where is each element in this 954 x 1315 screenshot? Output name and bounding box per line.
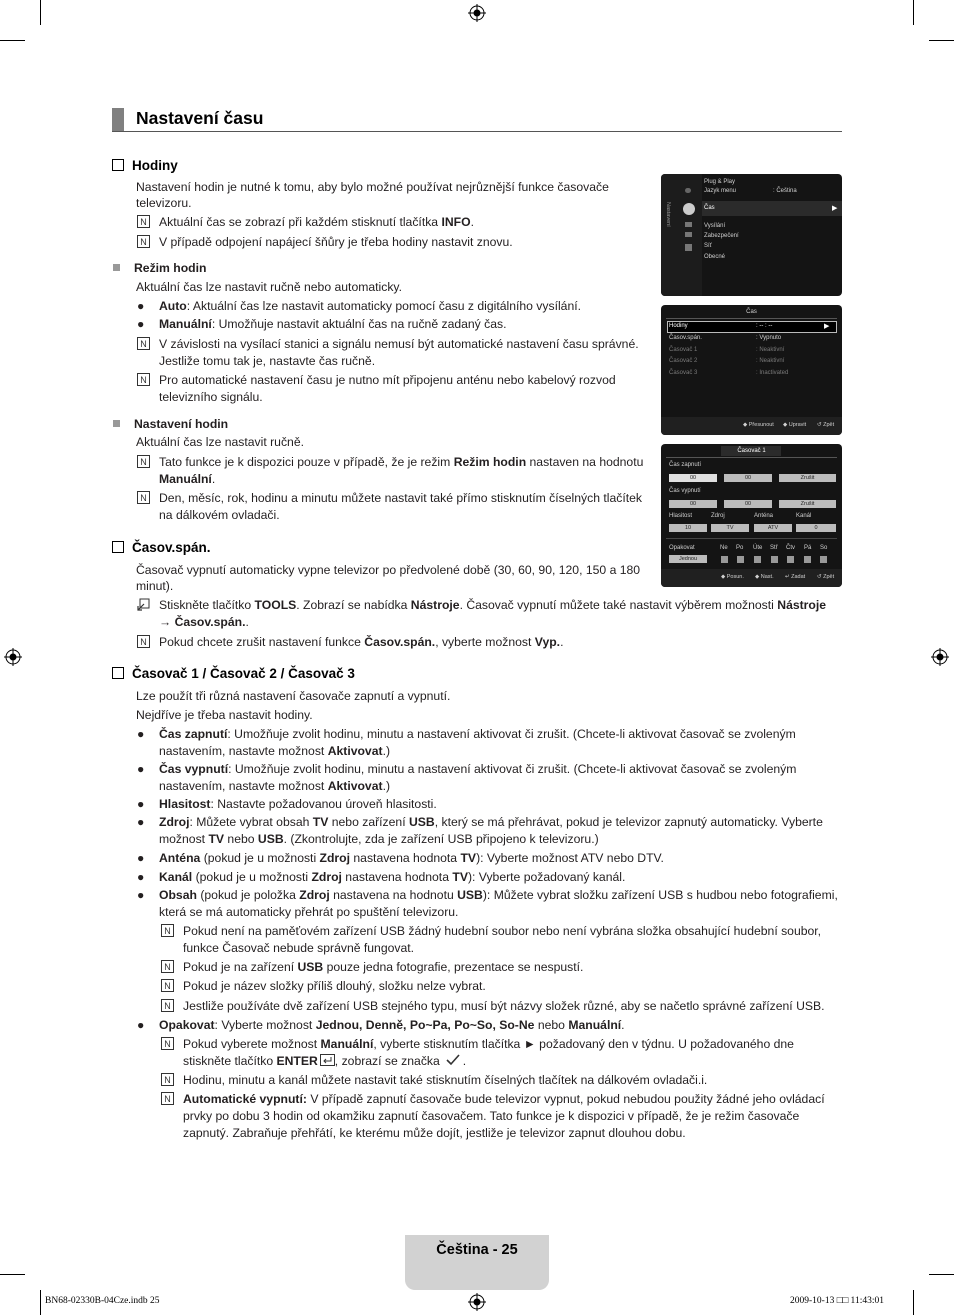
note-text: prvky po dobu 3 hodin od okamžiku zapnutí časovačem. Tato funkce je k dispozici v případě, že je režim časovače <box>183 1109 800 1123</box>
tools-icon <box>137 598 150 611</box>
tv-field-on-hour: 00 <box>669 474 717 482</box>
tv-screen-casovac: Časovač 1 Čas zapnutí 00 00 Zrušit Čas vypnutí 00 00 Zrušit Hlasitost Zdroj Anténa Kanál 10 TV ATV 0 Opakovat Jednou Ne Po Úte Stř Čtv Pá So ◆ Posun. ◆ Nast. ↵ Zadat ↺ Zpět <box>661 444 842 587</box>
paragraph: Časovač vypnutí automaticky vypne televizor po předvolené době (30, 60, 90, 120, 150 a 180 <box>136 563 641 577</box>
note-icon <box>137 455 150 468</box>
arrow-right-icon: ▶ <box>832 205 838 212</box>
enter-icon <box>320 1054 335 1066</box>
tv-footer-back: Zpět <box>823 574 835 580</box>
bullet-text: možnost <box>159 832 209 846</box>
note-text: Jestliže používáte dvě zařízení USB stejného typu, musí být názvy složek různé, aby se načetlo správné zařízení USB. <box>183 999 825 1013</box>
tv-day-checkbox <box>787 556 794 563</box>
note-bold: Časov.spán. <box>174 615 246 629</box>
svg-text:N: N <box>164 1039 171 1049</box>
sub-heading-nastaveni <box>113 417 228 431</box>
note-text: , zobrazí se značka <box>334 1054 440 1068</box>
svg-text:N: N <box>140 637 147 647</box>
bullet-bold: Aktivovat <box>327 779 383 793</box>
bullet-bold: Jednou, Denně, Po~Pa, Po~So, So-Ne <box>315 1018 535 1032</box>
note-text: funkce Časovač nebude správně fungovat. <box>183 941 415 955</box>
tv-row-key: Hodiny <box>669 323 688 329</box>
tv-row-value: : Inactivated <box>756 370 789 376</box>
bullet-text: nebo zařízení <box>328 815 409 829</box>
tv-label-on: Čas zapnutí <box>669 462 702 468</box>
note-text: . <box>211 472 216 486</box>
tv-field-repeat: Jednou <box>669 555 707 563</box>
bullet-text: : Nastavte požadovanou úroveň hlasitosti. <box>210 797 437 811</box>
bullet-bold: Čas zapnutí <box>159 727 228 741</box>
checkmark-icon <box>446 1054 460 1066</box>
note-text: . <box>462 1054 467 1068</box>
registration-mark-icon <box>4 648 22 666</box>
registration-mark-icon <box>468 4 486 22</box>
note-bold: ENTER <box>276 1054 318 1068</box>
tv-selected-row <box>702 201 842 216</box>
tv-screen-cas: Čas Hodiny : -- : -- ▶ Časov.spán. : Vypnuto Časovač 1 : Neaktivní Časovač 2 : Neaktivní Časovač 3 : Inactivated ◆ Přesunout ◆ Upravit ↺ Zpět <box>661 305 842 435</box>
tv-field-channel: 0 <box>796 524 836 532</box>
paragraph: Aktuální čas lze nastavit ručně nebo automaticky. <box>136 280 403 294</box>
bullet-bold: Zdroj <box>299 888 330 902</box>
tv-label-source: Zdroj <box>711 513 725 519</box>
note-icon <box>137 373 150 386</box>
tv-field-source: TV <box>711 524 749 532</box>
note-text: . Časovač vypnutí můžete také nastavit výběrem možnosti <box>459 598 778 612</box>
tv-day-checkbox <box>754 556 761 563</box>
note-text: Stiskněte tlačítko <box>159 598 255 612</box>
paragraph: Lze použít tři různá nastavení časovače zapnutí a vypnutí. <box>136 689 451 703</box>
bullet-text: (pokud je u možnosti <box>192 870 312 884</box>
note-text: Pro automatické nastavení času je nutno mít připojenu anténu nebo kabelový rozvod <box>159 373 616 387</box>
tv-footer-adjust: Nast. <box>760 574 774 580</box>
bullet-bold: Zdroj <box>319 851 351 865</box>
tv-menu-icon <box>685 188 691 193</box>
bullet-text: ): Můžete vybrat složku zařízení USB s hudbou nebo fotografiemi, <box>482 888 838 902</box>
tv-day-label: Po <box>736 545 744 551</box>
tv-label-off: Čas vypnutí <box>669 488 701 494</box>
note-text: → <box>159 615 175 629</box>
tv-divider <box>666 538 837 539</box>
svg-text:N: N <box>140 237 147 247</box>
bullet-bold: Zdroj <box>311 870 342 884</box>
tv-day-label: Stř <box>770 545 778 551</box>
crop-mark <box>913 1290 914 1315</box>
note-bold: Časov.spán. <box>364 635 436 649</box>
bullet-bold: Anténa <box>159 851 201 865</box>
note-icon <box>137 491 150 504</box>
tv-footer-bar <box>661 569 842 587</box>
tv-day-checkbox <box>804 556 811 563</box>
registration-mark-icon <box>931 648 949 666</box>
tv-screen-settings-menu <box>661 174 842 296</box>
crop-mark <box>913 0 914 25</box>
tv-dialog-title: Časovač 1 <box>737 448 766 454</box>
tv-day-checkbox <box>721 556 728 563</box>
svg-text:N: N <box>164 1094 171 1104</box>
bullet-bold: Manuální <box>568 1018 622 1032</box>
crop-mark <box>40 0 41 25</box>
tv-menu-item: Obecné <box>704 254 726 260</box>
bullet-bold: TV <box>208 832 225 846</box>
tv-footer-back: Zpět <box>823 422 835 428</box>
bullet-text: . <box>621 1018 625 1032</box>
section-heading-text: Časovač 1 / Časovač 2 / Časovač 3 <box>132 666 355 681</box>
tv-menu-icon <box>685 244 692 251</box>
bullet-text: ): Vyberte možnost ATV nebo DTV. <box>476 851 664 865</box>
note-bold: Manuální <box>320 1037 374 1051</box>
bullet-text: : Umožňuje zvolit hodinu, minutu a nastavení aktivovat či zrušit. (Chcete-li aktivovat časovač se zvoleným <box>227 727 796 741</box>
bullet-text: ): Vyberte požadovaný kanál. <box>467 870 626 884</box>
bullet-text: nastavením, nastavte možnost <box>159 744 328 758</box>
tv-field-on-minute: 00 <box>724 474 772 482</box>
note-bold: TOOLS <box>254 598 297 612</box>
crop-mark <box>929 1274 954 1275</box>
note-text: Tato funkce je k dispozici pouze v případě, že je režim <box>159 455 454 469</box>
bullet-text: nebo <box>224 832 258 846</box>
title-rule <box>112 131 842 132</box>
page-number: Čeština - 25 <box>436 1242 518 1258</box>
note-bold: USB <box>297 960 324 974</box>
note-text: V případě zapnutí časovače bude televizor vypnut, pokud nebudou použity žádné jeho ovládací <box>306 1092 825 1106</box>
crop-mark <box>0 40 25 41</box>
bullet-bold: Čas vypnutí <box>159 762 229 776</box>
tv-label-antenna: Anténa <box>754 513 774 519</box>
bullet-bold: Opakovat <box>159 1018 215 1032</box>
tv-highlight-row <box>667 321 837 333</box>
bullet-text: : Aktuální čas lze nastavit automaticky pomocí času z digitálního vysílání. <box>186 299 582 313</box>
note-bold: Režim hodin <box>453 455 527 469</box>
tv-day-checkbox <box>820 556 827 563</box>
tv-field-off-minute: 00 <box>724 500 772 508</box>
crop-mark <box>929 40 954 41</box>
note-text: Pokud chcete zrušit nastavení funkce <box>159 635 365 649</box>
tv-footer-move: Přesunout <box>748 422 774 428</box>
tv-day-label: So <box>820 545 828 551</box>
square-bullet-icon <box>113 420 120 427</box>
tv-menu-value: : Čeština <box>773 188 797 194</box>
paragraph: Aktuální čas lze nastavit ručně. <box>136 435 305 449</box>
tv-menu-item-selected: Čas <box>704 205 715 211</box>
note-text: pouze jedna fotografie, prezentace se nespustí. <box>323 960 584 974</box>
tv-side-label: Nastavení <box>665 202 671 227</box>
crop-mark <box>0 1274 25 1275</box>
bullet-text: . (Zkontrolujte, zda je zařízení USB připojeno k televizoru.) <box>283 832 599 846</box>
page-title: Nastavení času <box>136 108 264 128</box>
paragraph: minut). <box>136 579 174 593</box>
tv-day-checkbox <box>771 556 778 563</box>
checkbox-bullet-icon <box>112 159 124 171</box>
tv-divider <box>666 318 837 319</box>
bullet-text: : Umožňuje zvolit hodinu, minutu a nastavení aktivovat či zrušit. (Chcete-li aktivovat časovač se zvoleným <box>228 762 797 776</box>
square-bullet-icon <box>113 264 120 271</box>
section-hodiny-heading <box>112 158 178 173</box>
slug-right: 2009-10-13 □□ 11:43:01 <box>790 1296 884 1306</box>
svg-text:N: N <box>164 1001 171 1011</box>
note-bold: INFO <box>441 215 471 229</box>
tv-footer-enter: Zadat <box>791 574 806 580</box>
registration-mark-icon <box>468 1293 486 1311</box>
tv-menu-item: Plug & Play <box>704 179 736 185</box>
clock-gear-icon <box>683 203 695 215</box>
bullet-bold: TV <box>460 851 477 865</box>
paragraph: Nejdříve je třeba nastavit hodiny. <box>136 708 313 722</box>
tv-menu-item: Vysílání <box>704 223 726 229</box>
note-text: . <box>470 215 474 229</box>
note-text: Hodinu, minutu a kanál můžete nastavit také stisknutím číselných tlačítek na dálkovém ovladači.i. <box>183 1073 708 1087</box>
bullet-text: (pokud je u možnosti <box>200 851 320 865</box>
bullet-bold: USB <box>457 888 483 902</box>
section-heading-text: Časov.spán. <box>132 540 211 555</box>
section-casovspan-heading <box>112 540 211 555</box>
tv-row-key: Časovač 2 <box>669 358 698 364</box>
bullet-text: .) <box>382 779 391 793</box>
tv-row-value: : Neaktivní <box>756 347 785 353</box>
svg-text:N: N <box>140 375 147 385</box>
tv-field-on-state: Zrušit <box>779 474 836 482</box>
note-icon <box>161 1037 174 1050</box>
note-bold: Nástroje <box>777 598 827 612</box>
tv-row-key: Časovač 1 <box>669 347 698 353</box>
tv-day-label: Čtv <box>786 545 795 551</box>
bullet-bold: Manuální <box>159 317 212 331</box>
tv-field-off-state: Zrušit <box>779 500 836 508</box>
note-text: na dálkovém ovladači. <box>159 508 280 522</box>
bullet-bold: Obsah <box>159 888 197 902</box>
bullet-text: (pokud je položka <box>196 888 300 902</box>
note-text: . <box>245 615 249 629</box>
note-icon <box>161 924 174 937</box>
note-text: V případě odpojení napájecí šňůry je třeba hodiny nastavit znovu. <box>159 235 513 249</box>
tv-menu-item: Jazyk menu <box>704 188 737 194</box>
bullet-text: , který se má přehrávat, pokud je televizor zapnutý automaticky. Vyberte <box>434 815 823 829</box>
svg-text:N: N <box>164 926 171 936</box>
tv-divider <box>666 457 837 458</box>
paragraph: Nastavení hodin je nutné k tomu, aby bylo možné používat nejrůznější funkce časovače <box>136 180 609 194</box>
note-icon <box>137 337 150 350</box>
bullet-text: nastavena na hodnotu <box>329 888 458 902</box>
note-text: nastaven na hodnotu <box>526 455 644 469</box>
note-text: zapnutý. Zabraňuje přehřátí, ke kterému může dojít, jestliže je televizor zapnut dlouhou dobu. <box>183 1126 686 1140</box>
note-icon <box>137 215 150 228</box>
tv-label-volume: Hlasitost <box>669 513 693 519</box>
bullet-text: nastavena hodnota <box>341 870 453 884</box>
tv-menu-icon <box>685 232 692 237</box>
tv-day-checkbox <box>737 556 744 563</box>
tv-field-antenna: ATV <box>754 524 792 532</box>
note-icon <box>161 979 174 992</box>
tv-label-repeat: Opakovat <box>669 545 695 551</box>
paragraph: televizoru. <box>136 196 192 210</box>
note-text: Pokud je název složky příliš dlouhý, složku nelze vybrat. <box>183 979 486 993</box>
note-text: televizního signálu. <box>159 390 263 404</box>
note-text: . <box>560 635 564 649</box>
bullet-text: : Umožňuje nastavit aktuální čas na ručně zadaný čas. <box>211 317 507 331</box>
note-icon <box>161 999 174 1012</box>
note-icon <box>161 960 174 973</box>
bullet-bold: TV <box>312 815 329 829</box>
sub-heading-text: Nastavení hodin <box>134 417 229 431</box>
bullet-text: : Můžete vybrat obsah <box>189 815 313 829</box>
note-text: Den, měsíc, rok, hodinu a minutu můžete nastavit také přímo stisknutím číselných tlačítek <box>159 491 642 505</box>
sub-heading-rezim <box>113 261 206 275</box>
tv-menu-item: Síť <box>704 243 712 249</box>
svg-text:N: N <box>164 962 171 972</box>
tv-field-off-hour: 00 <box>669 500 717 508</box>
tv-side-panel <box>661 174 702 296</box>
tv-dialog-title: Čas <box>746 309 757 315</box>
tv-field-volume: 10 <box>669 524 707 532</box>
bullet-bold: TV <box>452 870 468 884</box>
svg-text:N: N <box>140 217 147 227</box>
svg-text:N: N <box>140 457 147 467</box>
bullet-text: : Vyberte možnost <box>214 1018 316 1032</box>
tv-row-value: : -- : -- <box>756 323 773 329</box>
bullet-bold: Auto <box>159 299 187 313</box>
note-bold: Manuální <box>159 472 212 486</box>
checkbox-bullet-icon <box>112 541 124 553</box>
bullet-bold: USB <box>257 832 284 846</box>
tv-menu-icon <box>685 222 692 227</box>
tv-row-key: Časov.spán. <box>669 335 702 341</box>
tv-day-label: Úte <box>753 545 763 551</box>
tv-row-value: : Vypnuto <box>756 335 782 341</box>
svg-text:N: N <box>140 339 147 349</box>
checkbox-bullet-icon <box>112 667 124 679</box>
note-text: stiskněte tlačítko <box>183 1054 277 1068</box>
section-casovac-heading <box>112 666 355 681</box>
slug-left: BN68-02330B-04Cze.indb 25 <box>45 1296 160 1306</box>
sub-heading-text: Režim hodin <box>134 261 207 275</box>
note-bold: Vyp. <box>534 635 561 649</box>
note-bold: Nástroje <box>410 598 460 612</box>
tv-label-channel: Kanál <box>796 513 812 519</box>
note-text: Pokud je na zařízení <box>183 960 298 974</box>
tv-row-value: : Neaktivní <box>756 358 785 364</box>
svg-text:N: N <box>164 1075 171 1085</box>
note-text: Pokud není na paměťovém zařízení USB žádný hudební soubor nebo není vybrána složka obsahující hudební soubor, <box>183 924 822 938</box>
note-text: . Zobrazí se nabídka <box>296 598 411 612</box>
title-accent-bar <box>112 108 124 131</box>
note-icon <box>137 235 150 248</box>
note-bold: Automatické vypnutí: <box>183 1092 307 1106</box>
note-icon <box>161 1092 174 1105</box>
tv-row-key: Časovač 3 <box>669 370 698 376</box>
note-icon <box>137 635 150 648</box>
crop-mark <box>40 1290 41 1315</box>
tv-footer-edit: Upravit <box>788 422 807 428</box>
bullet-bold: Aktivovat <box>327 744 383 758</box>
svg-text:N: N <box>140 493 147 503</box>
bullet-bold: Hlasitost <box>159 797 211 811</box>
svg-text:N: N <box>164 981 171 991</box>
bullet-text: nastavena hodnota <box>350 851 461 865</box>
tv-footer-move: Posun. <box>726 574 744 580</box>
arrow-right-icon: ▶ <box>824 323 830 330</box>
note-text: , vyberte možnost <box>435 635 535 649</box>
bullet-text: která se má automaticky přehrát po spuštění televizoru. <box>159 905 459 919</box>
tv-day-label: Pá <box>804 545 812 551</box>
note-icon <box>161 1073 174 1086</box>
bullet-bold: Zdroj <box>159 815 190 829</box>
note-text: Aktuální čas se zobrazí při každém stisknutí tlačítka <box>159 215 442 229</box>
tv-menu-item: Zabezpečení <box>704 233 739 239</box>
tv-day-label: Ne <box>720 545 728 551</box>
bullet-text: nastavením, nastavte možnost <box>159 779 328 793</box>
note-text: , vyberte stisknutím tlačítka ► požadovaný den v týdnu. U požadovaného dne <box>373 1037 794 1051</box>
bullet-text: nebo <box>534 1018 569 1032</box>
note-text: V závislosti na vysílací stanici a signálu nemusí být automatické nastavení času správné. <box>159 337 639 351</box>
note-text: Jestliže tomu tak je, nastavte čas ručně. <box>159 354 376 368</box>
bullet-bold: Kanál <box>159 870 193 884</box>
section-heading-text: Hodiny <box>132 158 178 173</box>
bullet-text: .) <box>382 744 391 758</box>
bullet-bold: USB <box>408 815 435 829</box>
note-text: Pokud vyberete možnost <box>183 1037 321 1051</box>
